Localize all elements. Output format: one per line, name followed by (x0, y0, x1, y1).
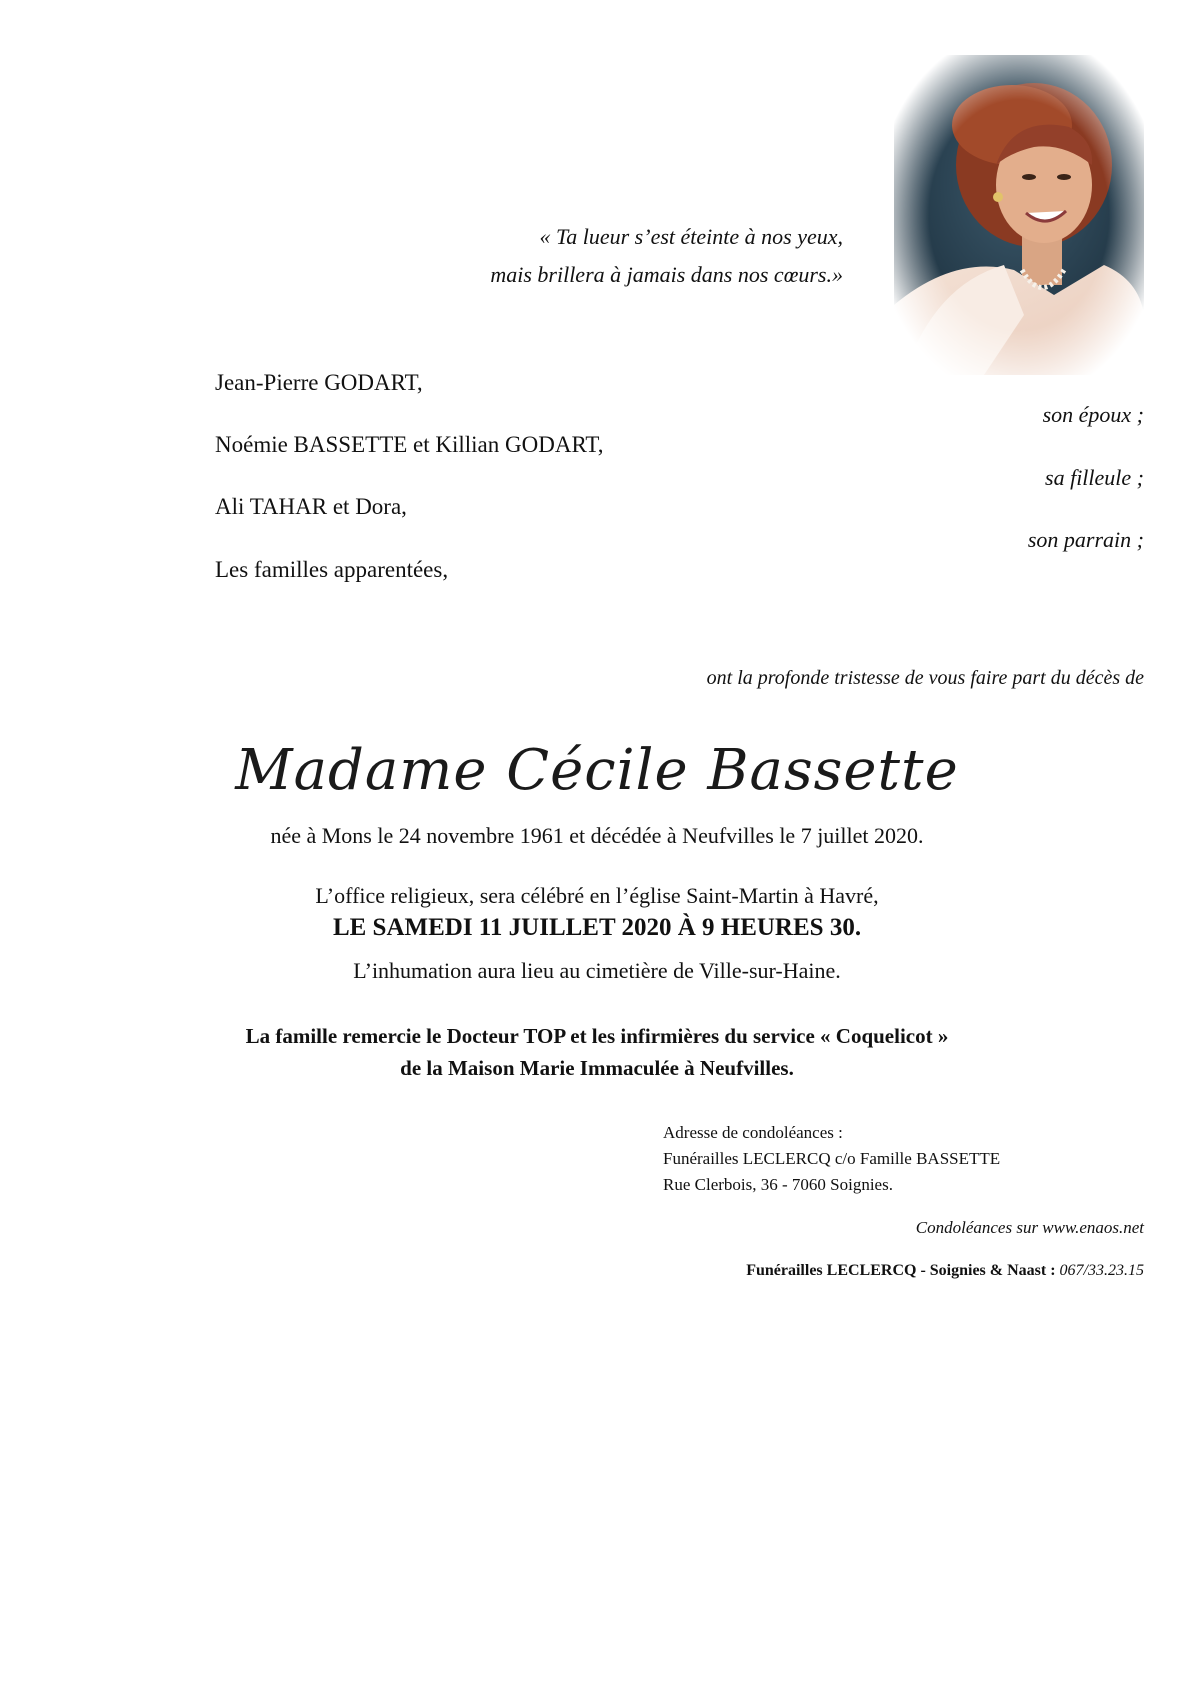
thanks-text (0, 1020, 1194, 1084)
family-member-2-role: sa filleule ; (1045, 465, 1144, 490)
family-member-1-role: son époux ; (1042, 402, 1144, 427)
family-member-2-name: Noémie BASSETTE et Killian GODART, (215, 432, 604, 457)
birth-death-text: née à Mons le 24 novembre 1961 et décédée à Neufvilles le 7 juillet 2020. (270, 823, 924, 848)
family-member-3-name: Ali TAHAR et Dora, (215, 494, 407, 519)
thanks-line-1: La famille remercie le Docteur TOP et les infirmières du service « Coquelicot » (245, 1024, 949, 1048)
condolence-address (663, 1120, 1000, 1198)
funeral-home-phone: 067/33.23.15 (1059, 1262, 1144, 1279)
deceased-name: Madame Cécile Bassette (235, 738, 959, 803)
family-member-3-role: son parrain ; (1027, 527, 1144, 552)
portrait-photo (894, 55, 1144, 375)
burial-text: L’inhumation aura lieu au cimetière de Ville-sur-Haine. (353, 958, 841, 983)
family-member-4-name: Les familles apparentées, (215, 557, 449, 582)
funeral-home-footer (746, 1262, 1144, 1280)
portrait-photo-icon (894, 55, 1144, 375)
condolence-address-line-1: Funérailles LECLERCQ c/o Famille BASSETTE (663, 1149, 1001, 1168)
thanks-line-2: de la Maison Marie Immaculée à Neufvilles. (400, 1056, 794, 1080)
service-text: L’office religieux, sera célébré en l’église Saint-Martin à Havré, (315, 883, 879, 908)
funeral-home-name: Funérailles LECLERCQ - Soignies & Naast : (746, 1262, 1056, 1279)
epitaph-quote (0, 218, 843, 294)
epitaph-line-1: « Ta lueur s’est éteinte à nos yeux, (539, 224, 843, 249)
condolence-address-heading: Adresse de condoléances : (663, 1123, 843, 1142)
condolence-address-line-2: Rue Clerbois, 36 - 7060 Soignies. (663, 1175, 893, 1194)
online-condolences: Condoléances sur www.enaos.net (915, 1218, 1144, 1237)
family-member-1-name: Jean-Pierre GODART, (215, 370, 423, 395)
epitaph-line-2: mais brillera à jamais dans nos cœurs.» (490, 262, 843, 287)
announcement-text: ont la profonde tristesse de vous faire part du décès de (706, 667, 1144, 689)
service-date: LE SAMEDI 11 JUILLET 2020 À 9 HEURES 30. (332, 914, 862, 941)
